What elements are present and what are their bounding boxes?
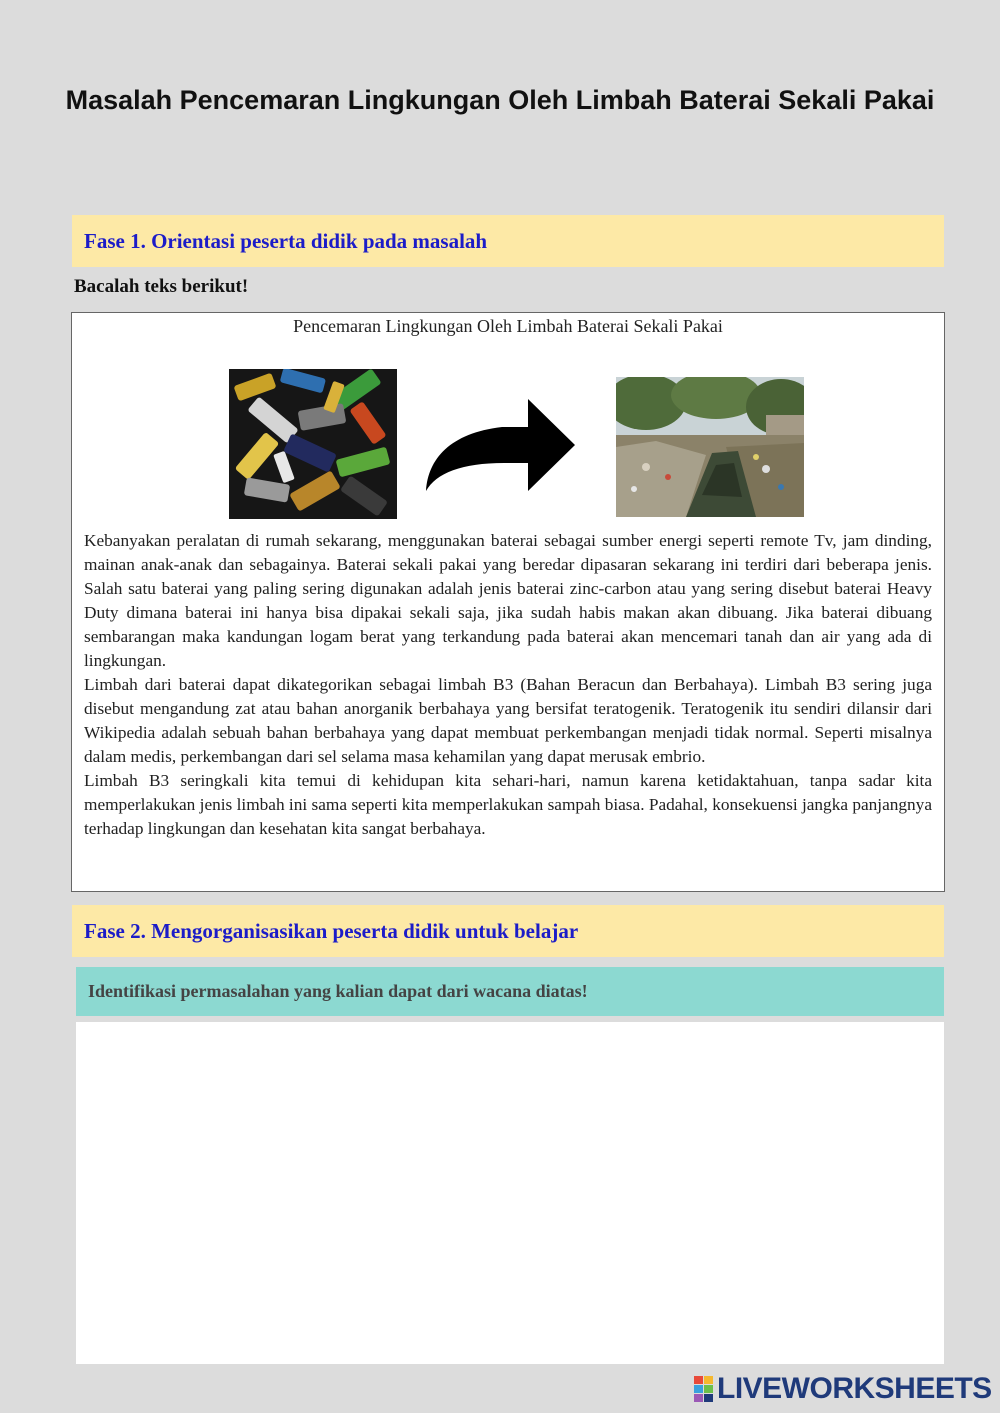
polluted-river-photo [616, 377, 804, 517]
article-paragraph: Limbah dari baterai dapat dikategorikan sebagai limbah B3 (Bahan Beracun dan Berbahaya). Limbah B3 sering juga disebut mengandung zat atau bahan anorganik berbahaya yang bersifat teratogenik. Teratogenik itu sendiri dilansir dari Wikipedia adalah sebuah bahan berbahaya yang dapat membuat perkembangan menjadi tidak normal. Seperti misalnya dalam medis, perkembangan dari sel selama masa kehamilan yang dapat merusak embrio. [84, 675, 932, 766]
batteries-photo [229, 369, 397, 519]
liveworksheets-brand [694, 1374, 992, 1404]
article-paragraph: Limbah B3 seringkali kita temui di kehidupan kita sehari-hari, namun karena ketidaktahuan, tanpa sadar kita memperlakukan jenis limbah ini sama seperti kita memperlakukan sampah biasa. Padahal, konsekuensi jangka panjangnya terhadap lingkungan dan kesehatan kita sangat berbahaya. [84, 771, 932, 838]
question-prompt-text: Identifikasi permasalahan yang kalian dapat dari wacana diatas! [88, 981, 588, 1001]
brand-wordmark: LIVEWORKSHEETS [717, 1372, 992, 1405]
phase-2-heading: Fase 2. Mengorganisasikan peserta didik untuk belajar [84, 918, 579, 943]
phase-1-header [72, 215, 944, 267]
page-title: Masalah Pencemaran Lingkungan Oleh Limbah Baterai Sekali Pakai [65, 85, 935, 115]
liveworksheets-logo-icon [694, 1376, 714, 1402]
phase-1-heading: Fase 1. Orientasi peserta didik pada masalah [84, 228, 488, 253]
reading-instruction: Bacalah teks berikut! [74, 276, 249, 297]
curved-arrow-icon [422, 399, 577, 494]
question-prompt [76, 967, 944, 1016]
article-title: Pencemaran Lingkungan Oleh Limbah Baterai Sekali Pakai [293, 316, 723, 336]
article-paragraph: Kebanyakan peralatan di rumah sekarang, menggunakan baterai sebagai sumber energi seperti remote Tv, jam dinding, mainan anak-anak dan sebagainya. Baterai sekali pakai yang beredar dipasaran sekarang ini terdiri dari beberapa jenis. Salah satu baterai yang paling sering digunakan adalah jenis baterai zinc-carbon atau yang sering disebut baterai Heavy Duty dimana baterai ini hanya bisa dipakai sekali saja, jika sudah habis makan akan dibuang. Jika baterai dibuang sembarangan maka kandungan logam berat yang terkandung pada baterai akan mencemari tanah dan air yang ada di lingkungan. [84, 531, 932, 670]
phase-2-header [72, 905, 944, 957]
reading-text-box [71, 312, 945, 892]
article-body [84, 529, 932, 841]
answer-textarea[interactable] [76, 1022, 944, 1364]
